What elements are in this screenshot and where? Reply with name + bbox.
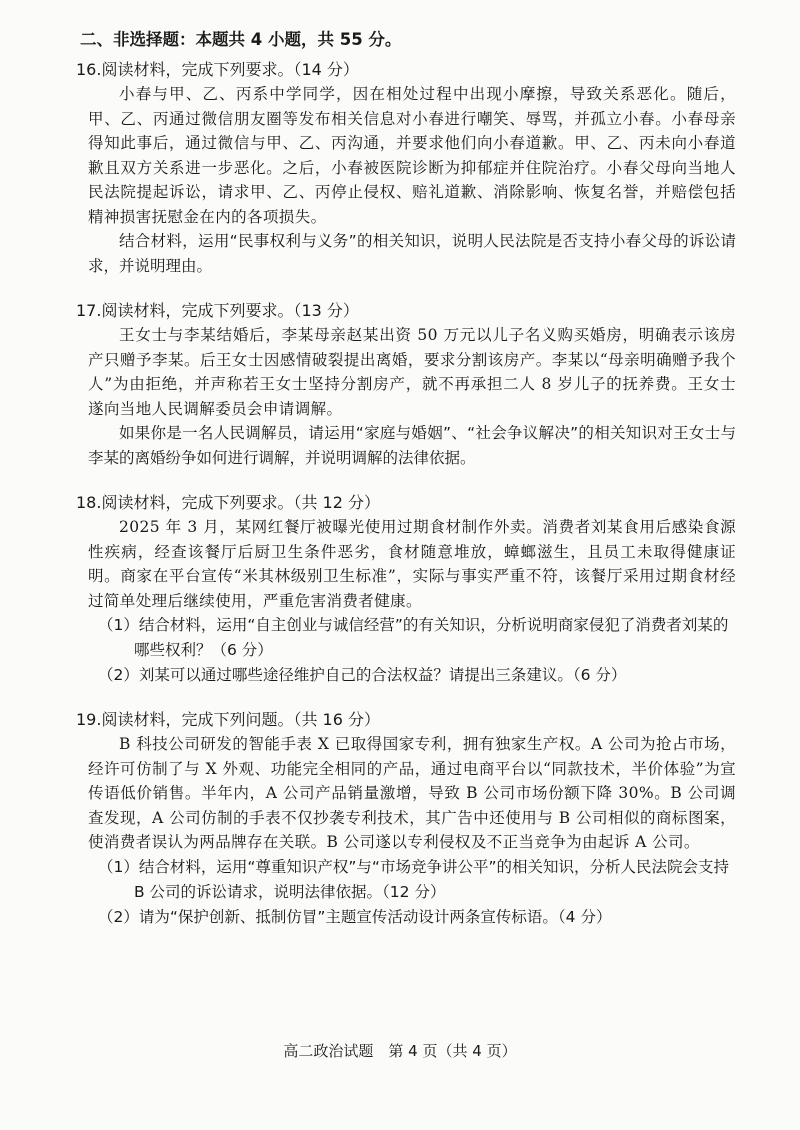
question-19-sub-2: （2）请为“保护创新、抵制仿冒”主题宣传活动设计两条宣传标语。（4 分） — [98, 907, 612, 926]
question-16 — [74, 58, 740, 279]
question-17 — [74, 299, 740, 471]
question-18-sub-1: （1）结合材料，运用“自主创业与诚信经营”的有关知识，分析说明商家侵犯了消费者刘某的哪些权利？（6 分） — [98, 616, 729, 659]
question-19 — [74, 708, 740, 930]
question-18-sub-2: （2）刘某可以通过哪些途径维护自己的合法权益？请提出三条建议。（6 分） — [98, 666, 627, 684]
question-16-heading: 16.阅读材料，完成下列要求。（14 分） — [76, 60, 359, 79]
question-19-material: B 科技公司研发的智能手表 X 已取得国家专利，拥有独家生产权。A 公司为抢占市场，经许可仿制了与 X 外观、功能完全相同的产品，通过电商平台以“同款技术，半价体验”为宣传语低价销售。半年内，A 公司产品销量激增，导致 B 公司市场份额下降 30%。B 公司调查发现，A 公司仿制的手表不仅抄袭专利技术，其广告中还使用与 B 公司相似的商标图案，使消费者误认为两品牌存在关联。B 公司遂以专利侵权及不正当竞争为由起诉 A 公司。 — [88, 735, 736, 851]
question-17-material: 王女士与李某结婚后，李某母亲赵某出资 50 万元以儿子名义购买婚房，明确表示该房产只赠予李某。后王女士因感情破裂提出离婚，要求分割该房产。李某以“母亲明确赠予我个人”为由拒绝，并声称若王女士坚持分割房产，就不再承担二人 8 岁儿子的抚养费。王女士遂向当地人民调解委员会申请调解。 — [88, 326, 736, 418]
question-18-heading: 18.阅读材料，完成下列要求。（共 12 分） — [76, 493, 380, 512]
question-18-material: 2025 年 3 月，某网红餐厅被曝光使用过期食材制作外卖。消费者刘某食用后感染食源性疾病，经查该餐厅后厨卫生条件恶劣，食材随意堆放，蟑螂滋生，且员工未取得健康证明。商家在平台宣传“米其林级别卫生标准”，实际与事实严重不符，该餐厅采用过期食材经过简单处理后继续使用，严重危害消费者健康。 — [88, 518, 736, 610]
question-17-heading: 17.阅读材料，完成下列要求。（13 分） — [76, 301, 359, 320]
question-19-sub-1: （1）结合材料，运用“尊重知识产权”与“市场竞争讲公平”的相关知识，分析人民法院会支持 B 公司的诉讼请求，说明法律依据。（12 分） — [98, 857, 729, 901]
question-16-material: 小春与甲、乙、丙系中学同学，因在相处过程中出现小摩擦，导致关系恶化。随后，甲、乙、丙通过微信朋友圈等发布相关信息对小春进行嘲笑、辱骂，并孤立小春。小春母亲得知此事后，通过微信与甲、乙、丙沟通，并要求他们向小春道歉。甲、乙、丙未向小春道歉且双方关系进一步恶化。之后，小春被医院诊断为抑郁症并住院治疗。小春父母向当地人民法院提起诉讼，请求甲、乙、丙停止侵权、赔礼道歉、消除影响、恢复名誉，并赔偿包括精神损害抚慰金在内的各项损失。 — [88, 85, 736, 226]
question-19-heading: 19.阅读材料，完成下列问题。（共 16 分） — [76, 710, 380, 729]
question-18 — [74, 491, 740, 688]
question-17-prompt: 如果你是一名人民调解员，请运用“家庭与婚姻”、“社会争议解决”的相关知识对王女士与李某的离婚纷争如何进行调解，并说明调解的法律依据。 — [88, 424, 736, 467]
question-16-prompt: 结合材料，运用“民事权利与义务”的相关知识，说明人民法院是否支持小春父母的诉讼请求，并说明理由。 — [88, 232, 736, 275]
section-title: 二、非选择题：本题共 4 小题，共 55 分。 — [80, 30, 402, 49]
page-footer: 高二政治试题 第 4 页（共 4 页） — [283, 1042, 517, 1060]
